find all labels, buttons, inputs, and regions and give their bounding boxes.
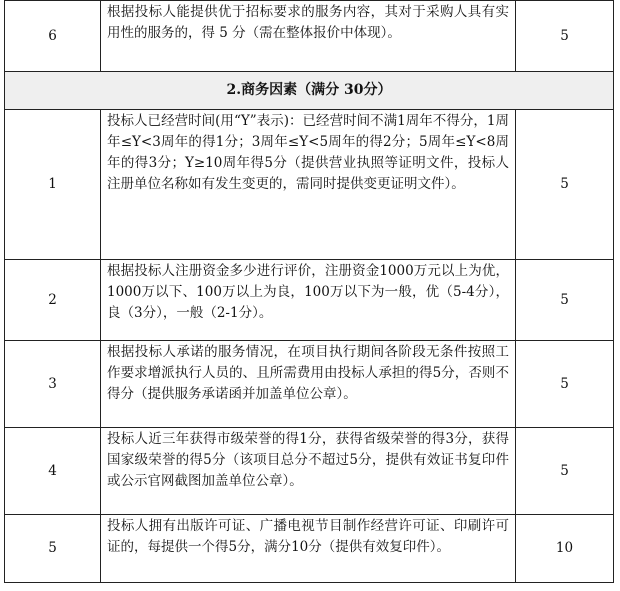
scoring-table (4, 0, 614, 583)
score-value: 5 (516, 1, 614, 72)
table-row (5, 515, 614, 583)
criteria-text: 投标人拥有出版许可证、广播电视节目制作经营许可证、印刷许可证的，每提供一个得5分，满分10分（提供有效复印件）。 (101, 515, 516, 583)
table-row (5, 110, 614, 260)
criteria-text: 根据投标人承诺的服务情况，在项目执行期间各阶段无条件按照工作要求增派执行人员的、且所需费用由投标人承担的得5分，否则不得分（提供服务承诺函并加盖单位公章）。 (101, 341, 516, 428)
criteria-text: 根据投标人注册资金多少进行评价，注册资金1000万元以上为优，1000万以下、100万以上为良，100万以下为一般，优（5-4分），良（3分），一般（2-1分）。 (101, 260, 516, 341)
score-value: 5 (516, 110, 614, 260)
criteria-text: 投标人近三年获得市级荣誉的得1分，获得省级荣誉的得3分，获得国家级荣誉的得5分（该项目总分不超过5分，提供有效证书复印件或公示官网截图加盖单位公章）。 (101, 428, 516, 515)
score-value: 5 (516, 341, 614, 428)
score-value: 10 (516, 515, 614, 583)
row-number: 4 (5, 428, 101, 515)
table-row (5, 428, 614, 515)
criteria-text: 根据投标人能提供优于招标要求的服务内容，其对于采购人具有实用性的服务的，得 5 分（需在整体报价中体现）。 (101, 1, 516, 72)
section-title: 2.商务因素（满分 30分） (5, 72, 614, 110)
section-row (5, 72, 614, 110)
table-row (5, 260, 614, 341)
score-value: 5 (516, 260, 614, 341)
score-value: 5 (516, 428, 614, 515)
row-number: 3 (5, 341, 101, 428)
row-number: 6 (5, 1, 101, 72)
table-row (5, 341, 614, 428)
row-number: 2 (5, 260, 101, 341)
row-number: 5 (5, 515, 101, 583)
criteria-text: 投标人已经营时间(用“Y”表示)：已经营时间不满1周年不得分，1周年≤Y<3周年的得1分；3周年≤Y<5周年的得2分；5周年≤Y<8周年的得3分；Y≥10周年得5分（提供营业执照等证明文件，投标人注册单位名称如有发生变更的，需同时提供变更证明文件）。 (101, 110, 516, 260)
table-row (5, 1, 614, 72)
row-number: 1 (5, 110, 101, 260)
